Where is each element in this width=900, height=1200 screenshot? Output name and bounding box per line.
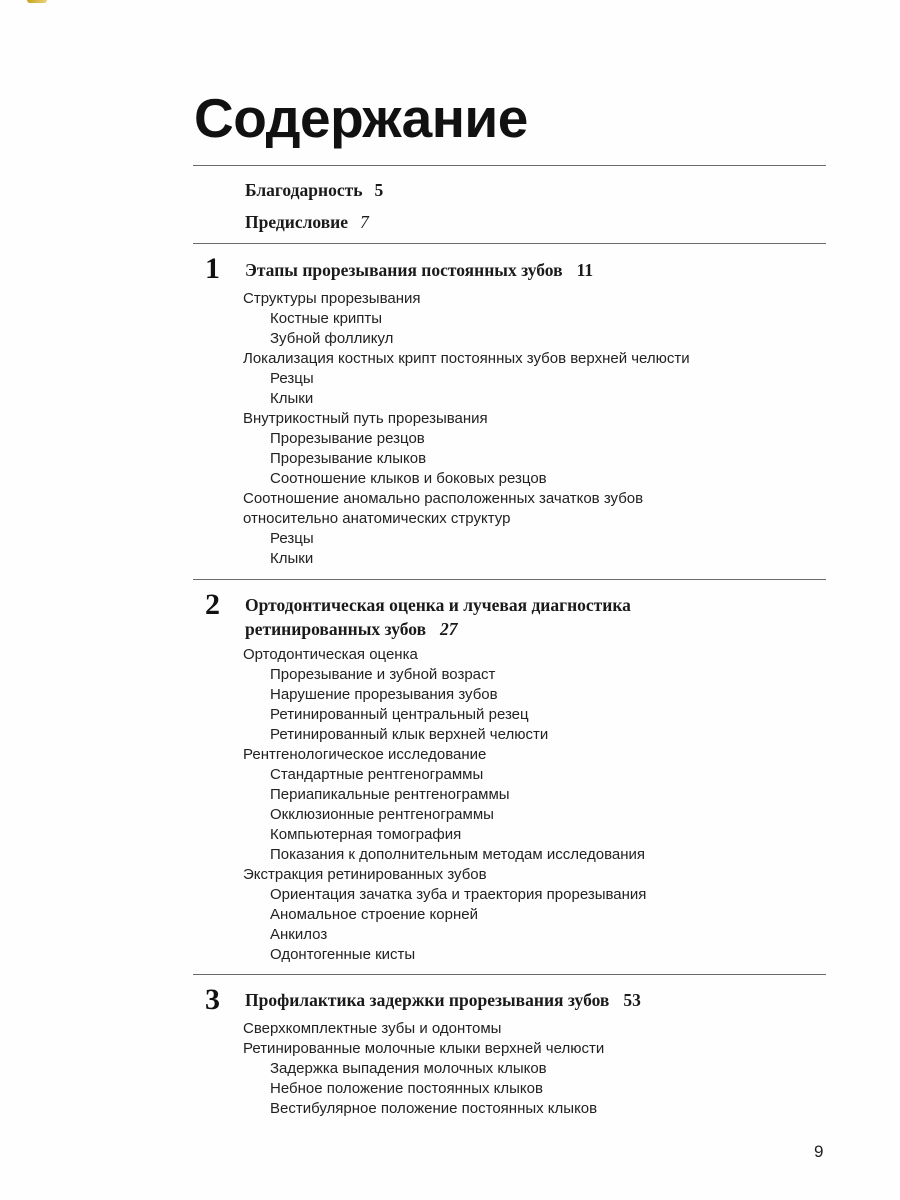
toc-subentry[interactable]: Показания к дополнительным методам исследования xyxy=(270,846,646,863)
toc-entry-label: Предисловие xyxy=(245,212,349,232)
chapter-number: 3 xyxy=(205,983,220,1016)
chapter-number: 1 xyxy=(205,252,220,285)
toc-subentry[interactable]: Прорезывание резцов xyxy=(270,430,425,447)
chapter-title-text: Профилактика задержки прорезывания зубов xyxy=(245,990,610,1010)
toc-subentry[interactable]: Нарушение прорезывания зубов xyxy=(270,686,498,703)
toc-subentry[interactable]: Соотношение клыков и боковых резцов xyxy=(270,470,547,487)
chapter-page-number: 27 xyxy=(440,619,458,639)
chapter-3-entries xyxy=(243,1019,604,1119)
chapter-title[interactable] xyxy=(245,258,765,282)
toc-subentry[interactable]: Костные крипты xyxy=(270,310,383,327)
toc-subentry[interactable]: Небное положение постоянных клыков xyxy=(270,1080,543,1097)
toc-entry-continued[interactable]: относительно анатомических структур xyxy=(243,510,511,527)
toc-subentry[interactable]: Анкилоз xyxy=(270,926,328,943)
toc-subentry[interactable]: Резцы xyxy=(270,530,314,547)
toc-subentry[interactable]: Ориентация зачатка зуба и траектория прорезывания xyxy=(270,886,647,903)
toc-subentry[interactable]: Одонтогенные кисты xyxy=(270,946,416,963)
toc-entry[interactable]: Структуры прорезывания xyxy=(243,290,421,307)
toc-entry[interactable]: Внутрикостный путь прорезывания xyxy=(243,410,488,427)
chapter-title[interactable] xyxy=(245,593,765,641)
toc-subentry[interactable]: Аномальное строение корней xyxy=(270,906,478,923)
chapter-title-line2: ретинированных зубов xyxy=(245,619,427,639)
divider xyxy=(193,165,826,166)
toc-entry[interactable]: Ретинированные молочные клыки верхней челюсти xyxy=(243,1040,605,1057)
chapter-title-line1: Ортодонтическая оценка и лучевая диагностика xyxy=(245,595,631,615)
toc-subentry[interactable]: Прорезывание клыков xyxy=(270,450,427,467)
toc-subentry[interactable]: Вестибулярное положение постоянных клыков xyxy=(270,1100,598,1117)
toc-subentry[interactable]: Компьютерная томография xyxy=(270,826,462,843)
toc-front-item-preface[interactable] xyxy=(245,211,369,233)
chapter-page-number: 11 xyxy=(576,260,594,280)
toc-entry[interactable]: Сверхкомплектные зубы и одонтомы xyxy=(243,1020,502,1037)
divider xyxy=(193,243,826,244)
chapter-page-number: 53 xyxy=(623,990,641,1010)
toc-subentry[interactable]: Окклюзионные рентгенограммы xyxy=(270,806,494,823)
toc-page-number: 5 xyxy=(374,180,384,200)
toc-subentry[interactable]: Клыки xyxy=(270,550,314,567)
divider xyxy=(193,579,826,580)
toc-subentry[interactable]: Стандартные рентгенограммы xyxy=(270,766,484,783)
toc-entry[interactable]: Ортодонтическая оценка xyxy=(243,646,418,663)
page-edge-mark xyxy=(27,0,47,3)
chapter-2-entries xyxy=(243,645,646,965)
chapter-1-entries xyxy=(243,289,690,569)
toc-front-item-acknowledgements[interactable] xyxy=(245,179,383,201)
toc-entry[interactable]: Локализация костных крипт постоянных зубов верхней челюсти xyxy=(243,350,690,367)
chapter-title-text: Этапы прорезывания постоянных зубов xyxy=(245,260,563,280)
page-title: Содержание xyxy=(194,87,528,149)
page-number: 9 xyxy=(814,1142,824,1161)
toc-subentry[interactable]: Ретинированный центральный резец xyxy=(270,706,529,723)
toc-entry[interactable]: Рентгенологическое исследование xyxy=(243,746,487,763)
toc-entry[interactable]: Экстракция ретинированных зубов xyxy=(243,866,487,883)
divider xyxy=(193,974,826,975)
toc-page-number: 7 xyxy=(360,212,369,232)
toc-subentry[interactable]: Клыки xyxy=(270,390,314,407)
toc-entry-label: Благодарность xyxy=(245,180,363,200)
toc-subentry[interactable]: Задержка выпадения молочных клыков xyxy=(270,1060,547,1077)
toc-subentry[interactable]: Прорезывание и зубной возраст xyxy=(270,666,496,683)
toc-subentry[interactable]: Ретинированный клык верхней челюсти xyxy=(270,726,549,743)
toc-subentry[interactable]: Зубной фолликул xyxy=(270,330,394,347)
toc-entry[interactable]: Соотношение аномально расположенных зачатков зубов xyxy=(243,490,644,507)
toc-subentry[interactable]: Резцы xyxy=(270,370,314,387)
toc-subentry[interactable]: Периапикальные рентгенограммы xyxy=(270,786,510,803)
chapter-title[interactable] xyxy=(245,988,765,1012)
chapter-number: 2 xyxy=(205,588,220,621)
